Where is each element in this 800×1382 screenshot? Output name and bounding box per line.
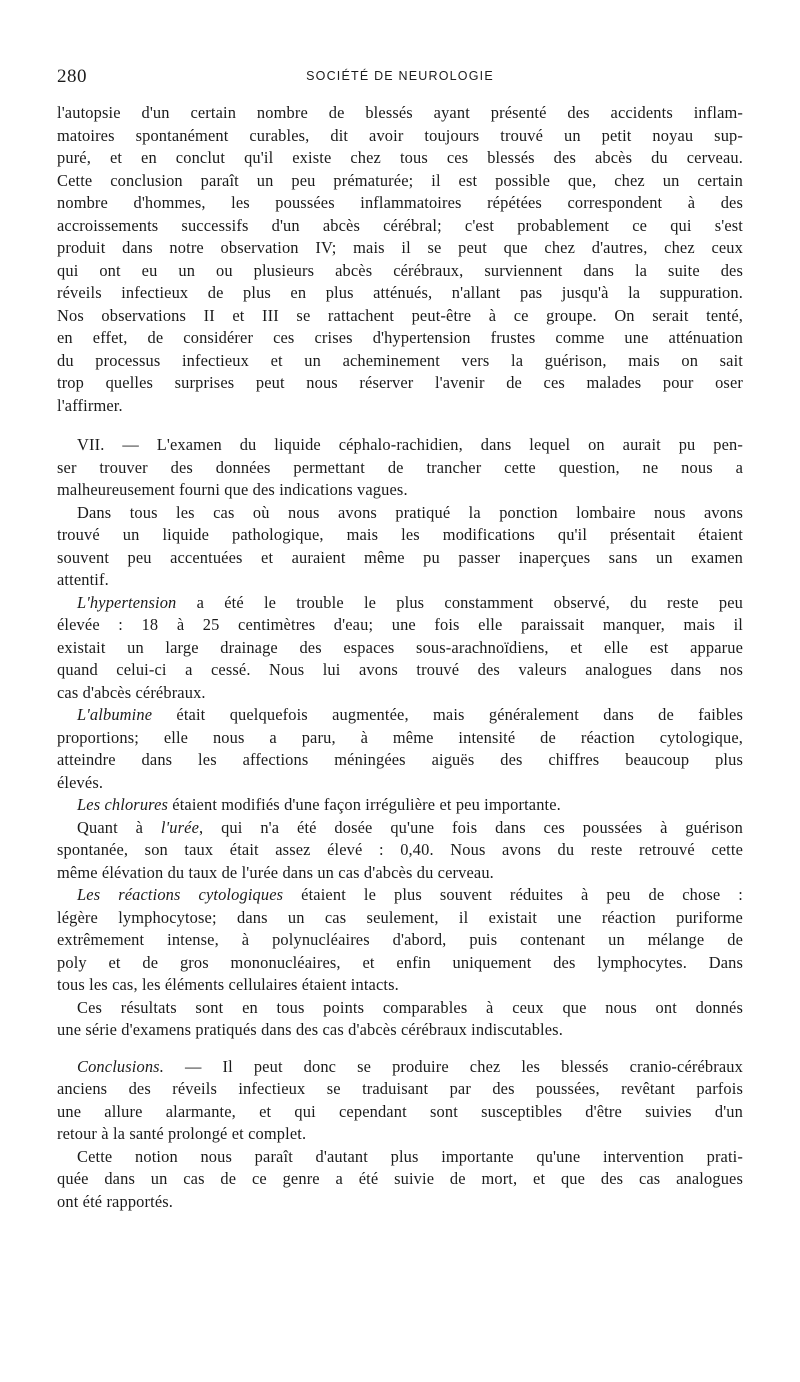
text-line: trouvé un liquide pathologique, mais les modifications qu'il présentait étaient — [57, 525, 743, 544]
paragraph-uree — [57, 817, 743, 885]
text-line: proportions; elle nous a paru, à même intensité de réaction cytologique, — [57, 727, 743, 747]
text-line: VII. — L'examen du liquide céphalo-rachidien, dans lequel on aurait pu pen- — [77, 435, 743, 454]
page-header — [57, 66, 743, 90]
paragraph-chlorures — [57, 794, 743, 817]
text-line: matoires spontanément curables, dit avoir toujours trouvé un petit noyau sup- — [57, 125, 743, 145]
text-span: — Il peut donc se produire chez les blessés cranio-cérébraux — [163, 1056, 743, 1076]
paragraph-final-notion — [57, 1146, 743, 1214]
text-span: était quelquefois augmentée, mais généralement dans de faibles — [152, 705, 743, 724]
text-line: l'affirmer. — [57, 395, 123, 415]
text-line: tous les cas, les éléments cellulaires étaient intacts. — [57, 975, 399, 994]
text-line: en effet, de considérer ces crises d'hypertension frustes comme une atténuation — [57, 328, 743, 347]
text-line — [57, 704, 743, 727]
text-line: Cette conclusion paraît un peu prématurée; il est possible que, chez un certain — [57, 170, 743, 190]
term-uree: l'urée — [160, 817, 199, 837]
text-line — [57, 794, 743, 817]
text-line: poly et de gros mononucléaires, et enfin uniquement des lymphocytes. Dans — [57, 952, 743, 972]
text-line: l'autopsie d'un certain nombre de blessés ayant présenté des accidents inflam- — [57, 103, 743, 122]
text-line: réveils infectieux de plus en plus atténués, n'allant pas jusqu'à la suppuration. — [57, 283, 743, 302]
text-line: une allure alarmante, et qui cependant sont susceptibles d'être suivies d'un — [57, 1101, 743, 1121]
text-line — [57, 884, 743, 907]
page-number: 280 — [57, 66, 87, 87]
text-span: étaient modifiés d'une façon irrégulière et peu importante. — [168, 795, 561, 814]
text-line: malheureusement fourni que des indications vagues. — [57, 480, 408, 499]
text-line: puré, et en conclut qu'il existe chez tous ces blessés des abcès du cerveau. — [57, 148, 743, 167]
text-line — [57, 592, 743, 615]
text-span: a été le trouble le plus constamment observé, du reste peu — [176, 592, 743, 612]
text-line: trop quelles surprises peut nous réserver l'avenir de ces malades pour oser — [57, 373, 743, 392]
text-line: ser trouver des données permettant de trancher cette question, ne nous a — [57, 457, 743, 477]
paragraph-section-vii — [57, 434, 743, 502]
term-conclusions: Conclusions. — [77, 1056, 164, 1076]
text-span: Quant à — [77, 817, 161, 837]
text-line: produit dans notre observation IV; mais il se peut que chez d'autres, chez ceux — [57, 238, 743, 257]
term-albumine: L'albumine — [77, 705, 153, 724]
text-line: Ces résultats sont en tous points comparables à ceux que nous ont donnés — [77, 997, 743, 1017]
text-line: souvent peu accentuées et auraient même pu passer inaperçues sans un examen — [57, 547, 743, 567]
text-line: Nos observations II et III se rattachent peut-être à ce groupe. On serait tenté, — [57, 305, 743, 325]
text-line: élevés. — [57, 772, 104, 792]
text-line: existait un large drainage des espaces sous-arachnoïdiens, et elle est apparue — [57, 637, 743, 657]
text-line: quand celui-ci a cessé. Nous lui avons trouvé des valeurs analogues dans nos — [57, 660, 743, 679]
paragraph-ponction-lombaire — [57, 502, 743, 592]
text-span: étaient le plus souvent réduites à peu de chose : — [283, 885, 743, 904]
text-line: Cette notion nous paraît d'autant plus importante qu'une intervention prati- — [77, 1146, 743, 1166]
text-line: accroissements successifs d'un abcès cérébral; c'est probablement ce qui s'est — [57, 215, 743, 235]
body-text — [57, 102, 743, 1213]
paragraph-conclusions — [57, 1056, 743, 1146]
text-line — [57, 817, 743, 840]
text-line: du processus infectieux et un acheminement vers la guérison, mais on sait — [57, 350, 743, 370]
text-line: attentif. — [57, 570, 109, 589]
text-line: ont été rapportés. — [57, 1191, 174, 1211]
text-line: retour à la santé prolongé et complet. — [57, 1124, 307, 1143]
text-line: Dans tous les cas où nous avons pratiqué la ponction lombaire nous avons — [77, 502, 743, 522]
text-span: , qui n'a été dosée qu'une fois dans ces poussées à guérison — [199, 817, 743, 837]
text-line: atteindre dans les affections méningées aiguës des chiffres beaucoup plus — [57, 750, 743, 769]
text-line: spontanée, son taux était assez élevé : 0,40. Nous avons du reste retrouvé cette — [57, 840, 743, 859]
paragraph-reactions-cytologiques — [57, 884, 743, 997]
term-hypertension: L'hypertension — [77, 592, 177, 612]
paragraph-hypertension — [57, 592, 743, 705]
paragraph-albumine — [57, 704, 743, 794]
term-reactions-cytologiques: Les réactions cytologiques — [77, 885, 284, 904]
text-line: légère lymphocytose; dans un cas seulement, il existait une réaction puriforme — [57, 907, 743, 927]
text-line: cas d'abcès cérébraux. — [57, 682, 206, 702]
text-line: quée dans un cas de ce genre a été suivie de mort, et que des cas analogues — [57, 1169, 743, 1188]
term-chlorures: Les chlorures — [77, 795, 169, 814]
text-line: anciens des réveils infectieux se traduisant par des poussées, revêtant parfois — [57, 1079, 743, 1098]
paragraph-hypertension-discussion — [57, 102, 743, 417]
text-line: qui ont eu un ou plusieurs abcès cérébraux, surviennent dans la suite des — [57, 260, 743, 280]
text-line — [57, 1056, 743, 1079]
running-head: SOCIÉTÉ DE NEUROLOGIE — [306, 69, 494, 83]
text-line: même élévation du taux de l'urée dans un cas d'abcès du cerveau. — [57, 862, 494, 882]
text-line: une série d'examens pratiqués dans des cas d'abcès cérébraux indiscutables. — [57, 1020, 563, 1039]
text-line: extrêmement intense, à polynucléaires d'abord, puis contenant un mélange de — [57, 930, 743, 949]
text-line: élevée : 18 à 25 centimètres d'eau; une fois elle paraissait manquer, mais il — [57, 615, 743, 634]
text-line: nombre d'hommes, les poussées inflammatoires répétées correspondent à des — [57, 193, 743, 212]
paragraph-resultats — [57, 997, 743, 1042]
